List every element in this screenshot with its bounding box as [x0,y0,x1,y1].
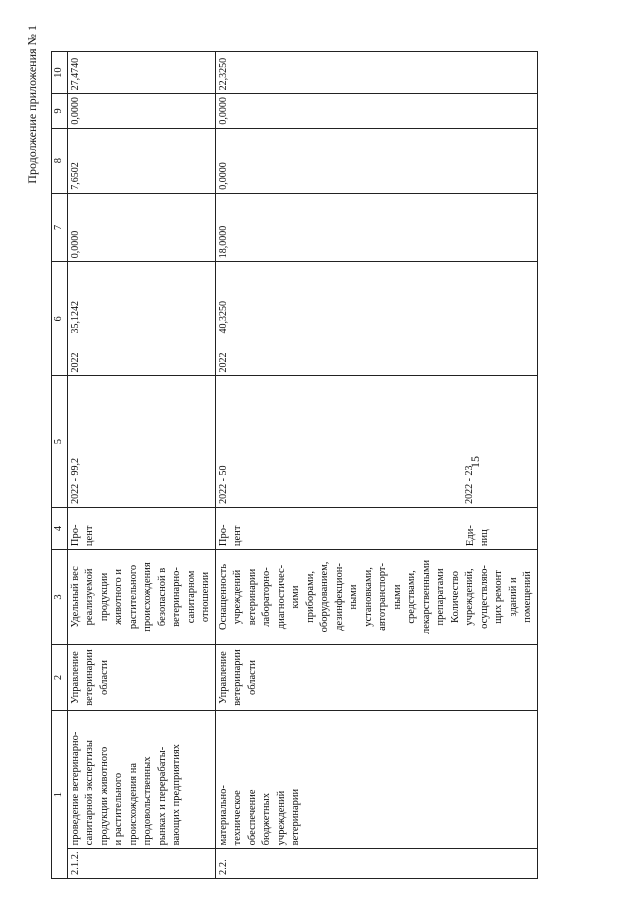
event-name: проведение ветеринарно- санитарной экспертизы продукции животного и растительного происхождения на продовольственных рынках и перерабаты- вающих предприятиях [67,711,215,849]
indicator-name: Оснащенность учреждений ветеринарии лабораторно- диагностичес- кими приборами, оборудованием, дезинфекцион- ными установками, автотранспорт- ными средствами, лекарственными препаратами [217,559,446,635]
unit: Про- цент [67,507,215,549]
indicator-name-2: Количество учреждений, осуществляю- щих ремонт зданий и помещений [449,565,533,629]
header-cell-8: 8 [52,128,68,193]
base-value: 2022 - 50 [217,465,229,504]
header-cell-10: 10 [52,52,68,94]
indicator-cell [215,550,537,645]
program-table [51,51,538,879]
executor: Управление ветеринарии области [67,644,215,710]
page-number: 15 [468,456,482,468]
value-col-9: 0,0000 [215,94,537,128]
header-cell-5: 5 [52,376,68,507]
header-cell-4: 4 [52,507,68,549]
row-code: 2.1.2. [67,849,215,879]
base-value: 2022 - 99,2 [67,376,215,507]
year: 2022 [69,352,81,373]
value-col-8: 7,6502 [67,128,215,193]
header-cell-7: 7 [52,193,68,262]
value-col-8: 0,0000 [215,128,537,193]
base-value-2: 2022 - 23 [464,465,475,504]
indicator-name: Удельный вес реализуемой продукции животного и растительного происхождения безопасной в ветеринарно- санитарном отношении [67,550,215,645]
header-cell-3: 3 [52,550,68,645]
value-col-7: 0,0000 [67,193,215,262]
header-cell-6: 6 [52,262,68,376]
year: 2022 [217,352,229,373]
unit-2: Еди- ниц [464,525,490,547]
total-value: 35,1242 [69,300,81,334]
executor: Управление ветеринарии области [215,644,537,710]
header-cell-2: 2 [52,644,68,710]
event-name: материально- техническое обеспечение бюджетных учреждений ветеринарии [215,711,537,849]
rotated-content [20,25,620,885]
header-row [52,52,68,879]
value-col-9: 0,0000 [67,94,215,128]
base-value-cell [215,376,537,507]
unit-cell [215,507,537,549]
continuation-title: Продолжение приложения № 1 [25,25,39,184]
row-code: 2.2. [215,849,537,879]
value-col-7: 18,0000 [215,193,537,262]
total-value: 40,3250 [217,300,229,334]
table-row [215,52,537,879]
year-and-total [67,262,215,376]
header-cell-1: 1 [52,711,68,879]
table-row [67,52,215,879]
value-col-10: 22,3250 [215,52,537,94]
year-and-total [215,262,537,376]
value-col-10: 27,4740 [67,52,215,94]
header-cell-9: 9 [52,94,68,128]
unit: Про- цент [217,524,243,547]
